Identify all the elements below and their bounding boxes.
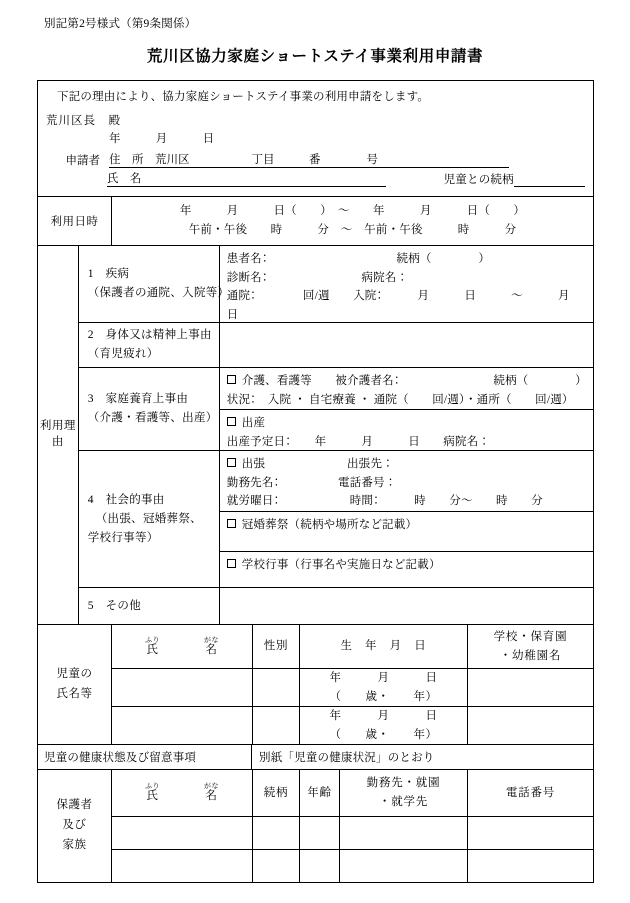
birth-due-line: 出産予定日： 年 月 日 病院名： xyxy=(226,435,491,448)
child-gender-value[interactable] xyxy=(252,669,299,706)
child-table-container xyxy=(111,625,593,744)
child-name-header xyxy=(112,625,252,668)
child-dob-value-2[interactable] xyxy=(299,707,467,744)
visit-hospital-line-cont: 日 xyxy=(226,308,239,321)
guardian-age-header: 年齢 xyxy=(299,770,339,816)
surname-ruby: ふり xyxy=(145,635,160,644)
guardian-work-header xyxy=(339,770,467,816)
page-title: 荒川区協力家庭ショートステイ事業利用申請書 xyxy=(146,48,484,65)
child-dob-line1: 年 月 日 xyxy=(329,671,438,684)
reason-4-label xyxy=(79,451,219,587)
guardian-surname-base: 氏 xyxy=(146,790,159,803)
usage-date-line: 年 月 日（ ） ～ 年 月 日（ ） xyxy=(179,205,526,217)
work-header-line1: 勤務先・就園 xyxy=(366,777,441,789)
child-label-line2: 氏名等 xyxy=(56,687,93,700)
applicant-name-row xyxy=(46,171,585,187)
guardian-name-value-2[interactable] xyxy=(112,850,252,882)
guardian-relation-value-2[interactable] xyxy=(252,850,299,882)
reason-row-1 xyxy=(79,246,593,322)
health-status-value: 別紙「児童の健康状況」のとおり xyxy=(251,745,593,769)
address-suffix: 丁目 番 号 xyxy=(251,154,378,166)
reason-section xyxy=(38,245,593,624)
checkbox-trip-icon[interactable] xyxy=(227,458,236,467)
guardian-phone-value-2[interactable] xyxy=(467,850,593,882)
reason-2-detail[interactable] xyxy=(219,323,593,367)
reason-3-title: 3 家庭養育上事由 xyxy=(87,393,189,405)
reason-5-detail[interactable] xyxy=(219,588,593,624)
guardian-table-container xyxy=(111,770,593,882)
addressee-text: 荒川区長 殿 xyxy=(46,115,121,127)
guardian-surname-header xyxy=(145,783,160,803)
child-table-header-row xyxy=(112,625,593,668)
child-name-value[interactable] xyxy=(112,669,252,706)
reason-2-title: 2 身体又は精神上事由 xyxy=(87,329,212,341)
reason-4-title: 4 社会的事由 xyxy=(87,493,165,506)
usage-datetime-label: 利用日時 xyxy=(50,216,99,228)
child-label-line1: 児童の xyxy=(56,667,93,680)
work-header-line2: ・就学先 xyxy=(378,796,429,808)
health-status-row xyxy=(38,744,593,769)
child-dob-line2: （ 歳・ 年） xyxy=(329,690,438,703)
reason-5-title: 5 その他 xyxy=(87,599,141,612)
child-dob-value[interactable] xyxy=(299,669,467,706)
guardian-surname-ruby: ふり xyxy=(145,782,160,791)
reason-section-label: 利用理由 xyxy=(39,420,76,448)
reason-row-3 xyxy=(79,367,593,450)
reason-3-subtitle: （介護・看護等、出産） xyxy=(87,412,218,424)
applicant-label: 申請者 xyxy=(65,155,100,167)
reason-1-title: 1 疾病 xyxy=(87,268,130,280)
child-info-section xyxy=(38,624,593,744)
guardian-table-row xyxy=(112,816,593,849)
reason-row-4 xyxy=(79,450,593,587)
guardian-label-line3: 家族 xyxy=(62,839,87,851)
trip-label: 出張 出張先： xyxy=(241,458,394,470)
diagnosis-line: 診断名： 病院名： xyxy=(226,271,409,284)
guardian-info-section xyxy=(38,769,593,882)
child-name-surname-header xyxy=(145,637,160,657)
guardian-phone-value[interactable] xyxy=(467,817,593,849)
guardian-work-value-2[interactable] xyxy=(339,850,467,882)
school-header-line1: 学校・保育園 xyxy=(493,630,568,643)
child-dob2-line1: 年 月 日 xyxy=(329,709,438,722)
trip-checkbox-line xyxy=(227,455,587,474)
reason-4-detail xyxy=(219,451,593,587)
child-name-value-2[interactable] xyxy=(112,707,252,744)
form-code: 別記第2号様式（第9条関係） xyxy=(44,18,197,30)
health-status-label: 児童の健康状態及び留意事項 xyxy=(44,752,197,764)
reason-3-birth-block[interactable] xyxy=(220,409,593,450)
given-ruby: がな xyxy=(204,635,219,644)
guardian-given-header xyxy=(204,783,219,803)
guardian-section-label xyxy=(38,770,111,880)
guardian-table-header-row xyxy=(112,770,593,816)
guardian-work-value[interactable] xyxy=(339,817,467,849)
reason-1-subtitle: （保護者の通院、入院等） xyxy=(87,287,230,299)
applicant-address-row xyxy=(46,152,585,168)
usage-datetime-row xyxy=(38,196,593,245)
reason-1-detail[interactable] xyxy=(219,246,593,322)
reason-1-label xyxy=(79,246,230,322)
patient-name-line: 患者名： 続柄（ ） xyxy=(226,253,491,265)
intro-lead-text: 下記の理由により、協力家庭ショートステイ事業の利用申請をします。 xyxy=(57,91,430,103)
child-gender-header: 性別 xyxy=(252,625,299,668)
guardian-label-line1: 保護者 xyxy=(56,799,93,811)
child-gender-value-2[interactable] xyxy=(252,707,299,744)
guardian-age-value-2[interactable] xyxy=(299,850,339,882)
guardian-given-ruby: がな xyxy=(204,782,219,791)
reason-3-label xyxy=(79,368,219,450)
table-row xyxy=(112,849,593,882)
child-name-given-header xyxy=(204,637,219,657)
ceremony-checkbox-line xyxy=(227,516,587,535)
checkbox-school-event-icon[interactable] xyxy=(227,559,236,568)
reason-row-5 xyxy=(79,587,593,624)
application-date-line: 年 月 日 xyxy=(109,133,215,145)
intro-block xyxy=(38,81,593,196)
child-school-header xyxy=(467,625,593,668)
applicant-name-field[interactable] xyxy=(107,172,386,187)
guardian-age-value[interactable] xyxy=(299,817,339,849)
child-dob-header: 生 年 月 日 xyxy=(299,625,467,668)
guardian-given-base: 名 xyxy=(205,790,218,803)
child-section-label xyxy=(38,625,111,742)
care-label: 介護、看護等 被介護者名： 続柄（ ） xyxy=(241,375,587,387)
school-header-line2: ・幼稚園名 xyxy=(499,649,562,662)
care-checkbox-line xyxy=(227,372,587,391)
visit-hospital-line: 通院： 回/週 入院： 月 日 ～ 月 xyxy=(226,290,570,302)
child-school-value[interactable] xyxy=(467,669,593,706)
table-row xyxy=(112,706,593,744)
reason-2-label xyxy=(79,323,219,367)
guardian-label-line2: 及び xyxy=(62,819,87,831)
ceremony-label: 冠婚葬祭（続柄や場所など記載） xyxy=(241,519,418,531)
reason-4-school-event-block[interactable] xyxy=(220,551,593,587)
given-base: 名 xyxy=(205,643,218,656)
checkbox-birth-icon[interactable] xyxy=(227,417,236,426)
usage-time-line: 午前・午後 時 分 ～ 午前・午後 時 分 xyxy=(188,224,517,236)
relation-label: 児童との続柄 xyxy=(443,174,514,186)
guardian-relation-value[interactable] xyxy=(252,817,299,849)
reason-4-ceremony-block[interactable] xyxy=(220,511,593,551)
birth-checkbox-line xyxy=(227,414,587,433)
address-field[interactable] xyxy=(109,153,509,168)
reason-3-care-block[interactable] xyxy=(220,368,593,409)
checkbox-care-icon[interactable] xyxy=(227,375,236,384)
guardian-name-header xyxy=(112,770,252,816)
child-school-value-2[interactable] xyxy=(467,707,593,744)
guardian-phone-header: 電話番号 xyxy=(467,770,593,816)
usage-datetime-value[interactable] xyxy=(111,197,593,245)
relation-field[interactable] xyxy=(514,172,585,187)
surname-base: 氏 xyxy=(146,643,159,656)
reason-row-2 xyxy=(79,322,593,367)
work-days-line: 就労曜日： 時間： 時 分～ 時 分 xyxy=(226,495,543,507)
application-form-table xyxy=(37,80,594,883)
school-event-checkbox-line xyxy=(227,556,587,575)
guardian-name-value[interactable] xyxy=(112,817,252,849)
reason-3-detail xyxy=(219,368,593,450)
address-label: 住 所 荒川区 xyxy=(109,154,190,166)
reason-items-container xyxy=(78,246,593,624)
checkbox-ceremony-icon[interactable] xyxy=(227,519,236,528)
child-table-row xyxy=(112,668,593,706)
workplace-line: 勤務先名： 電話番号： xyxy=(226,476,397,489)
care-status-line: 状況： 入院 ・ 自宅療養 ・ 通院（ 回/週）・通所（ 回/週） xyxy=(226,393,574,406)
name-label: 氏 名 xyxy=(106,173,142,185)
school-event-label: 学校行事（行事名や実施日など記載） xyxy=(241,559,441,571)
reason-2-subtitle: （育児疲れ） xyxy=(87,348,159,360)
reason-4-subtitle: （出張、冠婚葬祭、学校行事等） xyxy=(87,512,202,544)
birth-label: 出産 xyxy=(241,417,266,429)
reason-4-business-trip-block[interactable] xyxy=(220,451,593,511)
guardian-relation-header: 続柄 xyxy=(252,770,299,816)
reason-5-label xyxy=(79,588,219,624)
child-dob2-line2: （ 歳・ 年） xyxy=(329,728,438,741)
